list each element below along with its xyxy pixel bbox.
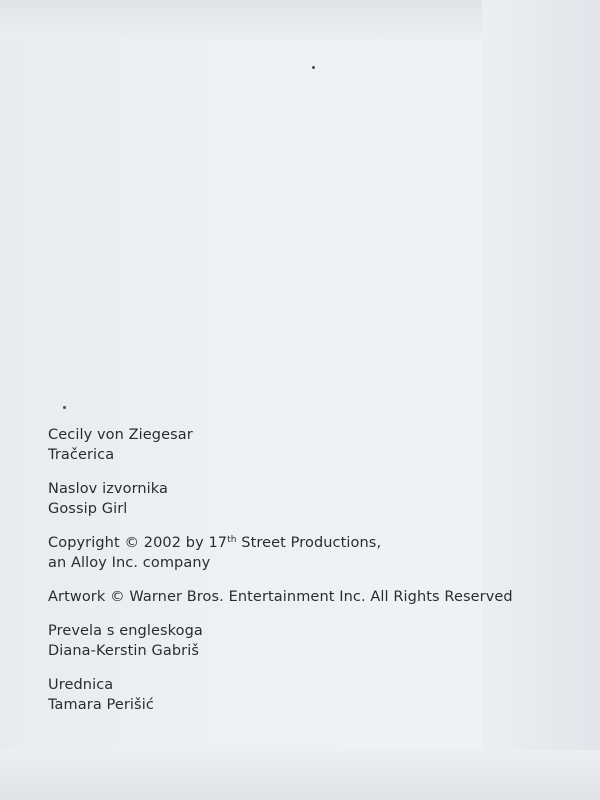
ordinal-suffix: th [227,535,237,545]
copyright-text-end: Street Productions, [236,535,382,551]
original-title-block [48,479,548,519]
copyright-block [48,533,548,573]
original-title-label: Naslov izvornika [48,481,169,497]
copyright-text: Copyright © 2002 by 17 [48,535,228,551]
translator-label: Prevela s engleskoga [48,623,203,639]
editor-name: Tamara Perišić [48,697,154,713]
page-bottom-shadow [0,750,600,800]
editor-block [48,675,548,715]
copyright-line [48,533,548,553]
author-title-block [48,425,548,465]
author-name: Cecily von Ziegesar [48,427,193,443]
artwork-block [48,587,548,607]
book-title: Tračerica [48,447,115,463]
company-line: an Alloy Inc. company [48,555,211,571]
artwork-rights: Artwork © Warner Bros. Entertainment Inc. All Rights Reserved [48,589,513,605]
translator-name: Diana-Kerstin Gabriš [48,643,199,659]
credits-block [48,425,548,729]
ink-speck [63,406,66,409]
original-title: Gossip Girl [48,501,128,517]
ink-speck [312,66,315,69]
editor-label: Urednica [48,677,114,693]
translator-block [48,621,548,661]
